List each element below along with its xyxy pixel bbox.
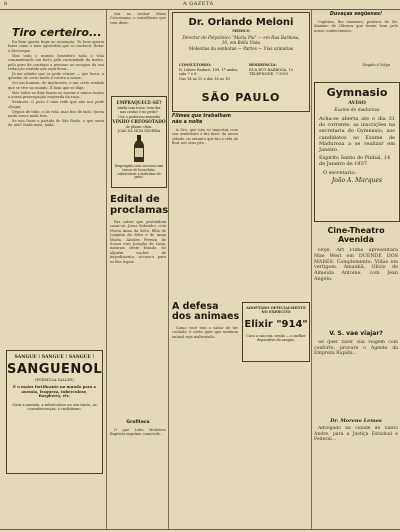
defesa-body <box>172 326 238 526</box>
doctor-line: R. Libero Badaró, 108, 1º andar, sala 7 e 8 <box>179 67 238 77</box>
ad-text: Cura a anemia, a tuberculose no seu inicio, as convalescenças, o rachitismo. <box>12 402 97 412</box>
gym-sub: AVISO <box>348 100 366 106</box>
ad-sanguenol <box>6 350 103 474</box>
paragraph: Capitães, lhe enumero, poderes de Mr. Maximo de Oliveira que foram bem pelo nosso conhecimento. <box>314 20 398 33</box>
ad-foot: Empregado com successo nas tosses de bronchitis, tuberculose e molestias do peito. <box>114 164 164 180</box>
doctor-line: RUA RUY BARBOSA, 10 <box>249 67 294 72</box>
col4-signature: Regalo á Volga <box>362 63 390 67</box>
elixir-text: Cura a sua raiz, sendo — o melhor depurativo do sangue. <box>246 333 306 342</box>
paragraph: Faz saber que pretendem casar-se: Jesus Sobrinho, com Maria Anna da Silva, filha de Joaquim da Silva e de Anna Maria. Alcides Pereira de Souza com Josepha de Lima, naturais deste Estado. Se alguém souber de impedimento, accuse-o para os fins legais. <box>110 220 166 264</box>
ad-brand: SANGUENOL <box>7 362 103 377</box>
doctor-line: TELEPHONE, 7-3555 <box>249 72 289 77</box>
column-divider <box>106 10 107 530</box>
ad-use: Use o poderoso remedio <box>118 115 160 119</box>
vs-title: V. S. vae viajar? <box>329 330 383 337</box>
column-divider <box>168 10 169 530</box>
edital-title: Edital de proclamas <box>110 194 169 216</box>
paragraph: Senhorio. O povo é uma rede que não nos pode chegar. <box>8 100 104 109</box>
column-divider <box>311 10 312 530</box>
doctor-line: Director do Polyclinico "Maria Pia" — em Rua Barbosa, 10, em Bella Vista <box>182 35 300 45</box>
gym-title: Gymnasio <box>326 86 388 99</box>
page-number: 8 <box>4 1 8 7</box>
ad-elixir <box>242 302 310 362</box>
films-body <box>172 128 238 300</box>
gym-sub2: Exame de madureza <box>334 108 380 113</box>
dr-name: Dr. Moreno Lemos <box>330 418 382 424</box>
films-title: Filmes que trabalham não a noite <box>172 114 231 125</box>
header-rule <box>0 9 400 10</box>
paragraph: Sei um homem, do instinctivo, e um certo sentido que se vive no mundo. É bom que se diga. <box>8 81 104 90</box>
doctor-line: Das 14 as 15 e das 16 as 18 <box>179 76 230 81</box>
column-text <box>110 12 166 78</box>
paragraph: Depois de tudo, e da vida, mas fico de lado. Quem nada vence nada tem. <box>8 109 104 119</box>
residencia-block <box>249 63 305 77</box>
ad-doctor <box>172 12 310 112</box>
grafiteca-title: Grafiteca <box>126 420 150 425</box>
ad-vinho-creosotado <box>111 96 167 188</box>
gym-text: Acha-se aberta ate o dia 31 do corrente, as inscrições na secretaria do Gymnasio, aos candidatos ao Exame de Madureza a se realizar em Janeiro. <box>319 116 395 154</box>
grafiteca-body <box>110 428 166 528</box>
col4-body <box>314 20 398 64</box>
gym-secretary: O secretario: <box>323 169 357 176</box>
consultorio-block <box>179 63 243 81</box>
elixir-head: ADOPTADO OFFICIALMENTE NO EXERCITO <box>246 306 306 315</box>
footer-rule <box>0 529 400 530</box>
doctor-city: SÃO PAULO <box>201 91 281 104</box>
doctor-line: CONSULTORIO: <box>179 63 212 67</box>
elixir-brand: Elixir "914" <box>244 318 308 330</box>
article-title: Tiro certeiro... <box>12 26 102 39</box>
column-text <box>242 114 308 300</box>
ad-title: EMPRAQUECE-SE? <box>116 100 162 105</box>
gym-name: João A. Marques <box>331 176 383 184</box>
paragraph: Já me admito que se pode vencer — que lucro, a questão de certo modo é contra a nossa... <box>8 72 104 81</box>
paragraph: Como você tem o sabor de ter cuidado, é certo quer que nenhum animal seja maltratado... <box>172 326 238 339</box>
col4-title: Duvaças seqüenes! <box>329 12 383 17</box>
ad-pharm: do pharm.-chim. <box>125 125 153 129</box>
paragraph: Eu bem queria fugir ao assumpto. Tu bem queria fazer como o meu aguerrido que se conhece: Botar o Dirceeque. <box>8 40 104 53</box>
paragraph: O que Lobo Medeiros Baptista imprime comovido... <box>110 428 166 437</box>
doctor-line: Molestias da senhoras — Partos — Vias urinarias <box>188 46 294 51</box>
page-header <box>0 1 400 8</box>
article-body <box>8 40 104 248</box>
doctor-name: Dr. Orlando Meloni <box>188 17 294 28</box>
ad-sub: (FORMULA SALLES) <box>35 378 74 382</box>
dr-body <box>314 426 398 526</box>
ad-sub: Ainda tem tosse, tem dor nas costas e no peito? <box>117 106 161 114</box>
newspaper-name: A GAZETA <box>183 1 214 7</box>
gymnasio-notice <box>314 82 400 222</box>
paragraph: Advogado na cidade de Santo Andre, para a Justiça Estadual e Federal... <box>314 426 398 443</box>
doctor-role: MEDICO <box>232 29 250 33</box>
edital-body <box>110 220 166 406</box>
ad-brand: VINHO CREOSOTADO <box>112 120 166 125</box>
paragraph: A Sra. que não se importar com seu semblante e faz fazer da nossa cidade, no entanto que faz a vida de fluir aos seus pés... <box>172 128 238 146</box>
paragraph: tira ao senhor Maxo Crisostomo, o conselheiro que vem dizer: <box>110 12 166 25</box>
ad-pharm2: JOÃO DA SILVA SILVEIRA <box>117 129 161 133</box>
cine-title: Cine-Theatro Avenida <box>327 226 385 244</box>
paragraph: Nós todos os dias fazem as nossas e nunca temos a nossa preocupação esquerda da raça... <box>8 90 104 100</box>
paragraph: Mas todo o mundo brasileiro toda a vida commentando um facto pela curiosidade do teatro, pelo grau de contagio a pessoas ao escapou da sua redacção sentido que aqui ficou... <box>8 53 104 72</box>
paragraph: Se quer fazer sua viagem com conforto, procure o Agente da Empreza Rapida... <box>314 340 398 357</box>
ad-tagline: É o maior fortificante no mundo para a anemia, fraqueza, tuberculose, Raspberry, etc. <box>12 384 96 399</box>
paragraph: Hoje, Art Films apresentará Mae West em DUENDE DOS MARES. Complemento: Vidas em vertigem. Amanhã, Olivio de Almeida Antoine, com Jean Angelo. <box>314 248 398 282</box>
defesa-title: A defesa dos animaes <box>172 301 240 322</box>
bottle-icon <box>132 135 146 163</box>
ad-shout: SANGUE ! SANGUE ! SANGUE ! <box>14 355 95 360</box>
cine-body <box>314 248 398 324</box>
vs-body <box>314 340 398 410</box>
paragraph: Se não fosse o partido de São Paulo, o que seria de nós? Nada mais, nada. <box>8 119 104 128</box>
gym-sign: Espirito Santo do Pinhal, 14 de Janeiro de 1937. <box>319 155 391 168</box>
doctor-line: RESIDENCIA: <box>249 63 277 67</box>
